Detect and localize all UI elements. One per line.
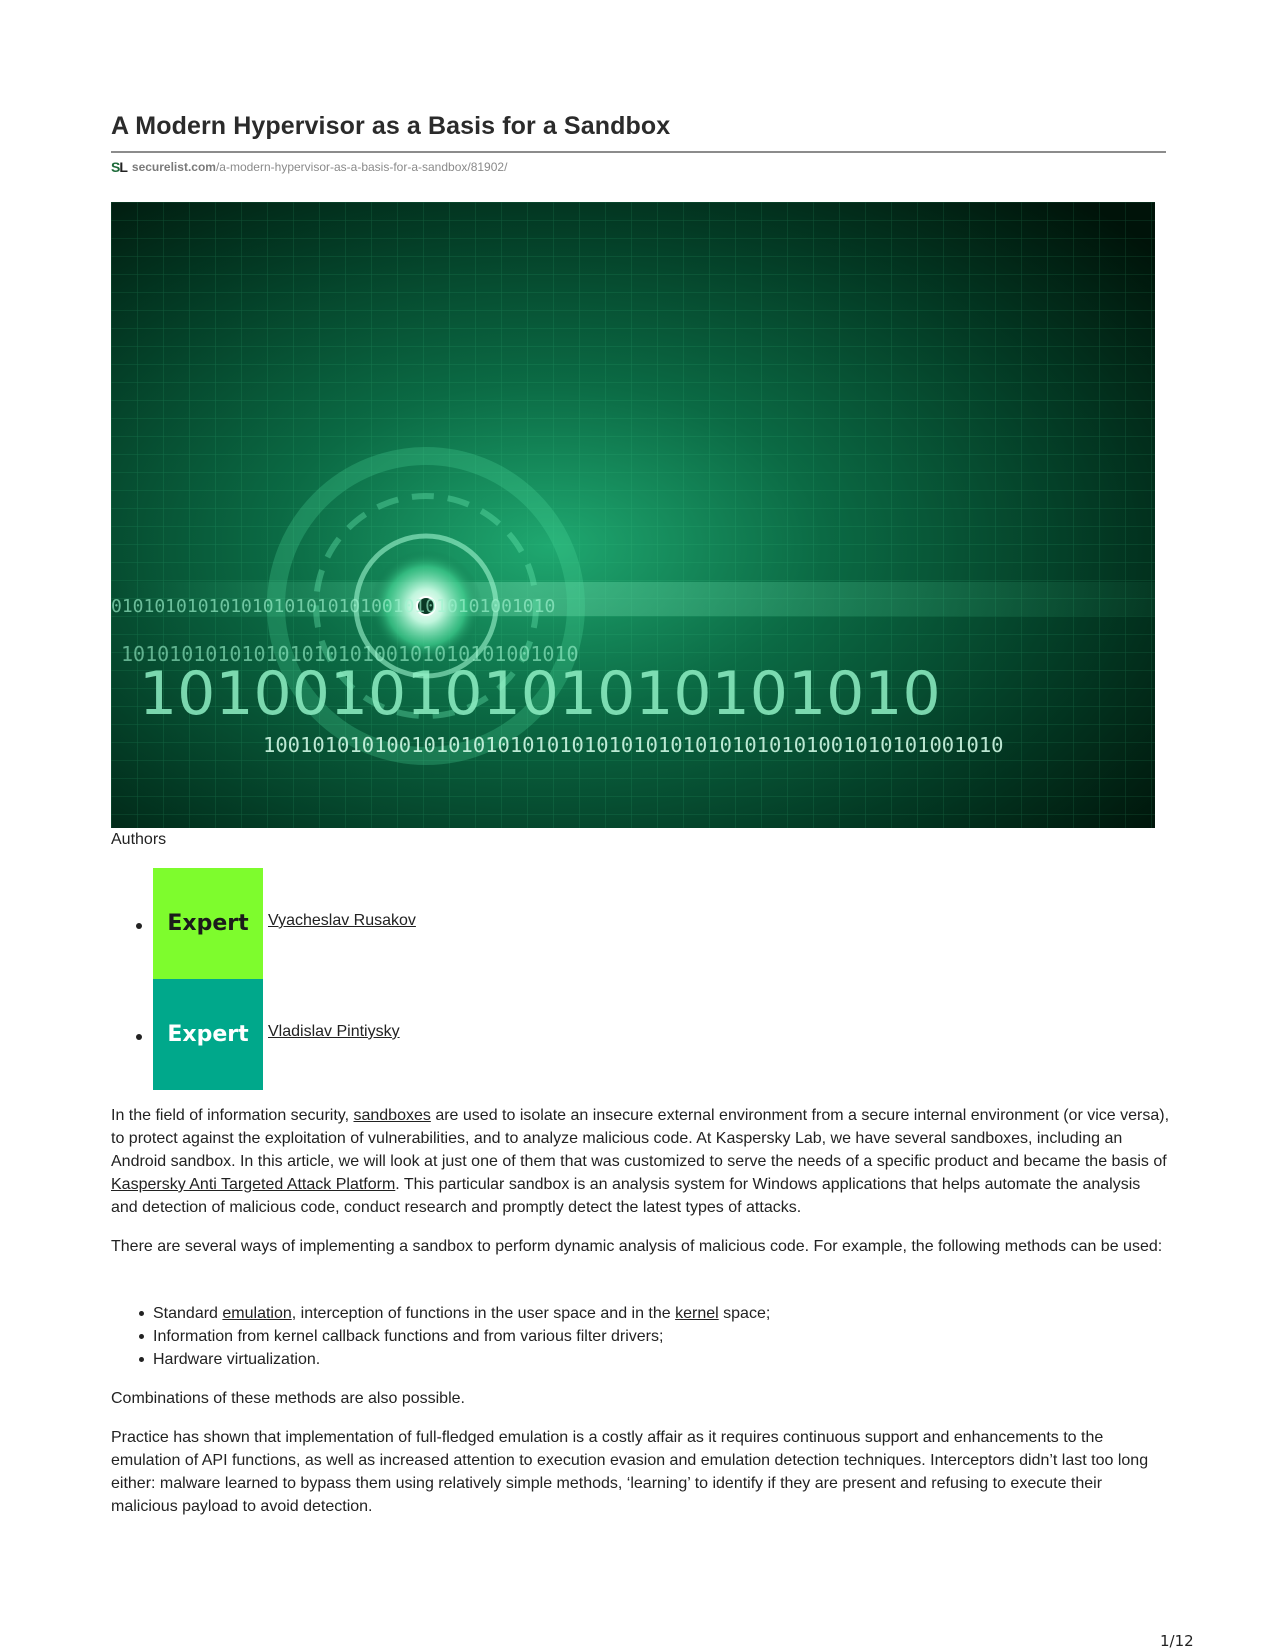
paragraph-methods-intro: There are several ways of implementing a sandbox to perform dynamic analysis of malicious code. For example, the following methods can be used: xyxy=(111,1238,1163,1255)
author-link-vyacheslav-rusakov[interactable]: Vyacheslav Rusakov xyxy=(268,912,416,929)
binary-row-3: 101001010101010101010 xyxy=(139,659,941,729)
authors-label: Authors xyxy=(111,831,167,848)
source-line xyxy=(111,159,507,175)
method-emulation xyxy=(153,1302,770,1325)
binary-row-1: 01010101010101010101010100101010101001010 xyxy=(111,596,556,617)
page-number: 1/12 xyxy=(1160,1632,1194,1650)
securelist-logo-icon: SL xyxy=(111,159,127,175)
bullet-icon xyxy=(139,1334,144,1339)
emulation-link[interactable]: emulation xyxy=(222,1305,292,1322)
author-link-vladislav-pintiysky[interactable]: Vladislav Pintiysky xyxy=(268,1023,400,1040)
sandboxes-link[interactable]: sandboxes xyxy=(353,1107,431,1124)
text-span: space; xyxy=(718,1305,771,1322)
binary-row-2: 10101010101010101010100101010101001010 xyxy=(121,642,579,666)
source-path: /a-modern-hypervisor-as-a-basis-for-a-sandbox/81902/ xyxy=(215,160,508,174)
page-title: A Modern Hypervisor as a Basis for a Sandbox xyxy=(111,112,671,140)
source-url[interactable] xyxy=(132,160,508,174)
method-hardware-virtualization: Hardware virtualization. xyxy=(153,1351,321,1368)
bullet-icon xyxy=(139,1357,144,1362)
hero-image xyxy=(111,202,1155,828)
text-span: . This particular sandbox is an analysis system for Windows applications that helps automate the analysis and detection of malicious code, conduct research and promptly detect the latest types of attacks. xyxy=(111,1176,1141,1216)
kernel-link[interactable]: kernel xyxy=(675,1305,719,1322)
bullet-icon xyxy=(136,923,142,929)
title-divider xyxy=(111,151,1166,153)
paragraph-combinations: Combinations of these methods are also possible. xyxy=(111,1390,465,1407)
text-span: Standard xyxy=(153,1305,223,1322)
bullet-icon xyxy=(139,1311,144,1316)
source-domain: securelist.com xyxy=(131,160,216,174)
paragraph-practice: Practice has shown that implementation of full-fledged emulation is a costly affair as it requires continuous support and enhancements to the emulation of API functions, as well as increased attention to execution evasion and emulation detection techniques. Interceptors didn’t last too long either: malware learned to bypass them using relatively simple methods, ‘learning’ to identify if they are present and refusing to execute their malicious payload to avoid detection. xyxy=(111,1429,1149,1515)
binary-row-4: 100101010100101010101010101010101010101010101001010101001010 xyxy=(263,733,1004,757)
text-span: are used to isolate an insecure external environment from a secure internal environment (or vice versa), to protect against the exploitation of vulnerabilities, and to analyze malicious code. At Kaspersky Lab, we have several sandboxes, including an Android sandbox. In this article, we will look at just one of them that was customized to serve the needs of a specific product and became the basis of xyxy=(111,1107,1170,1170)
bullet-icon xyxy=(136,1034,142,1040)
text-span: , interception of functions in the user space and in the xyxy=(291,1305,676,1322)
expert-badge: Expert xyxy=(153,868,263,979)
method-callbacks: Information from kernel callback functions and from various filter drivers; xyxy=(153,1328,664,1345)
text-span: In the field of information security, xyxy=(111,1107,354,1124)
paragraph-intro xyxy=(111,1104,1171,1219)
kaspersky-platform-link[interactable]: Kaspersky Anti Targeted Attack Platform xyxy=(111,1176,396,1193)
expert-badge: Expert xyxy=(153,979,263,1090)
